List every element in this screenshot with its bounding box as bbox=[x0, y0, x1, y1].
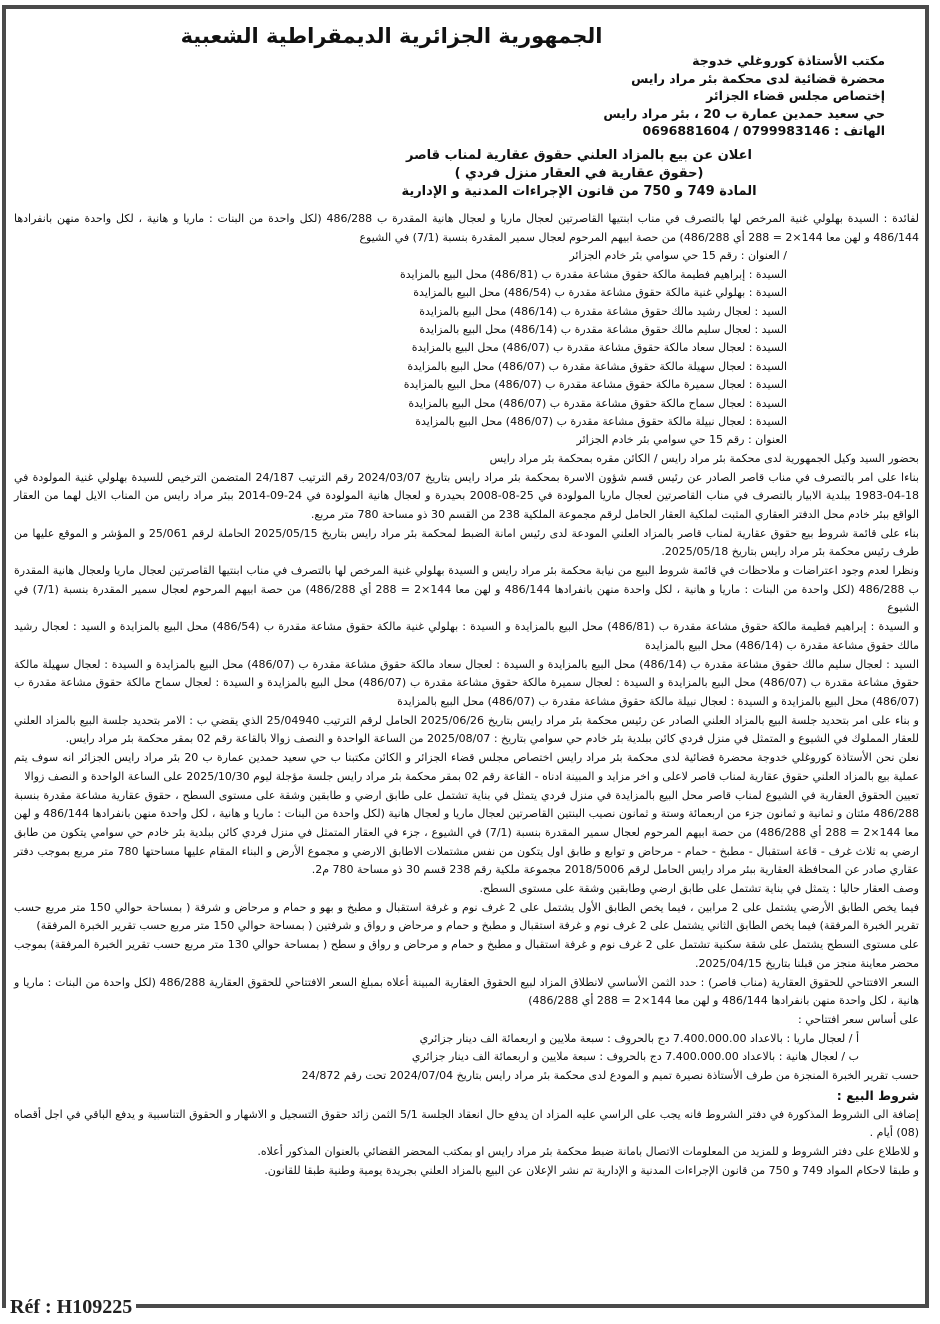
owner-item: السيدة : لعجال سماح مالكة حقوق مشاعة مقدرة ب (486/07) محل البيع بالمزايدة bbox=[408, 396, 787, 410]
prosecutor-paragraph: بحضور السيد وكيل الجمهورية لدى محكمة بئر مراد رايس / الكائن مقره بمحكمة بئر مراد رايس bbox=[489, 451, 919, 465]
owner-item: السيدة : لعجال سميرة مالكة حقوق مشاعة مقدرة ب (486/07) محل البيع بالمزايدة bbox=[403, 378, 787, 392]
owner-item: السيدة : لعجال سهيلة مالكة حقوق مشاعة مقدرة ب (486/07) محل البيع بالمزايدة bbox=[407, 359, 787, 373]
property-description-heading: وصف العقار حاليا : يتمثل في بناية تشتمل على طابق ارضي وطابقين وشقة على مستوى السطح. bbox=[479, 882, 919, 896]
no-objection-paragraph: ونظرا لعدم وجود اعتراضات و ملاحظات في قائمة شروط البيع من نيابة محكمة بئر مراد رايس و السيدة بهلولي غنية المرخص لها بالتصرف في مناب ابنتيها القاصرتين لعجال ماريا ولعجال هانية المقدرة ب 486/288 (لكل واحدة من البنات : ماريا و هانية ، لكل واحدة منهن بانفرادها 486/144 و لهن معا 144×2 = 288 أي 486/288) من حصة ابيهم المرحوم لعجال سمير المقدرة بنسبة (7/1) في الشيوع bbox=[14, 564, 919, 615]
owner-item: السيد : لعجال سليم مالك حقوق مشاعة مقدرة ب (486/14) محل البيع بالمزايدة bbox=[419, 323, 787, 336]
co-owners-paragraph: السيد : لعجال سليم مالك حقوق مشاعة مقدرة ب (486/14) محل البيع بالمزايدة و السيدة : لعجال سعاد مالكة حقوق مشاعة مقدرة ب (486/07) محل البيع بالمزايدة و السيدة : لعجال سهيلة مالكة حقوق مشاعة مقدرة ب (486/07) محل البيع بالمزايدة و السيدة : لعجال سميرة مالكة حقوق مشاعة مقدرة ب (486/07) محل البيع بالمزايدة و السيدة : لعجال سماح مالكة حقوق مشاعة مقدرة ب (486/07) محل البيع بالمزايدة و السيدة : لعجال نبيلة مالكة حقوق مشاعة مقدرة ب (486/07) محل البيع بالمزايدة bbox=[14, 657, 920, 708]
office-phone bbox=[14, 122, 885, 140]
office-jurisdiction: إختصاص مجلس قضاء الجزائر bbox=[706, 88, 885, 104]
address-line: العنوان : رقم 15 حي سوامي بئر خادم الجزائر bbox=[576, 433, 787, 447]
beneficiary-paragraph: لفائدة : السيدة بهلولي غنية المرخص لها بالتصرف في مناب ابنتيها القاصرتين لعجال ماريا و لعجال هانية المقدرة ب 486/288 (لكل واحدة من البنات : ماريا و هانية ، لكل واحدة منهن بانفرادها 486/144 و لهن معا 144×2 = 288 أي 486/288) من حصة ابيهم المرحوم لعجال سمير المقدرة بنسبة (7/1) في الشيوع bbox=[14, 211, 919, 244]
owner-item: السيدة : لعجال نبيلة مالكة حقوق مشاعة مقدرة ب (486/07) محل البيع بالمزايدة bbox=[415, 415, 787, 429]
owner-item: السيدة : بهلولي غنية مالكة حقوق مشاعة مقدرة ب (486/54) محل البيع بالمزايدة bbox=[413, 286, 787, 300]
co-owners-paragraph: و السيدة : إبراهيم فطيمة مالكة حقوق مشاعة مقدرة ب (486/81) محل البيع بالمزايدة و السيدة : بهلولي غنية مالكة حقوق مشاعة مقدرة ب (486/54) محل البيع بالمزايدة و السيد : لعجال رشيد مالك حقوق مشاعة مقدرة ب (486/14) محل البيع بالمزايدة bbox=[14, 620, 919, 652]
opening-price-paragraph: السعر الافتتاحي للحقوق العقارية (مناب قاصر) : حدد الثمن الأساسي لانطلاق المزاد لبيع الحقوق العقارية المبينة أعلاه بمبلغ السعر الافتتاحي للحقوق العقارية 486/288 (لكل واحدة من البنات : ماريا و هانية ، لكل واحدة منهن بانفرادها 486/144 و لهن معا 144×2 = 288 أي 486/288) bbox=[14, 975, 919, 1008]
announcement-paragraph: نعلن نحن الأستاذة كوروغلي خدوجة محضرة قضائية لدى محكمة بئر مراد رايس اختصاص مجلس قضاء الجزائر و الكائن مكتبنا ب حي سعيد حمدين عمارة ب 20 بئر مراد رايس الجزائر انه سوف يتم عملية بيع بالمزاد العلني حقوق عقارية لمناب قاصر لاعلى و اخر مزايد و المبينة ادناه - القاعة رقم 02 بمقر محكمة بئر مراد رايس جلسة مؤجلة ليوم 2025/10/30 على الساعة الواحدة و النصف زوالا bbox=[14, 751, 919, 783]
owner-item: السيد : لعجال رشيد مالك حقوق مشاعة مقدرة ب (486/14) محل البيع بالمزايدة bbox=[419, 304, 787, 318]
phone-label: الهاتف : bbox=[834, 123, 885, 139]
condition-publication: و طبقا لاحكام المواد 749 و 750 من قانون الإجراءات المدنية و الإدارية تم نشر الإعلان عن البيع بالمزاد العلني بجريدة يومية وطنية طبقا للقانون. bbox=[264, 1163, 919, 1177]
price-item-maria: أ / لعجال ماريا : بالاعداد 7.400.000.00 دج بالحروف : سبعة ملايين و اربعمائة الف دينار جزائري bbox=[419, 1031, 859, 1045]
roof-description-paragraph: على مستوى السطح يشتمل على شقة سكنية تشتمل على 2 غرف نوم و غرفة استقبال و مطبخ و حمام و مرحاض و رواق و سطح ( بمساحة حوالي 130 متر مربع حسب تقرير الخبرة المرفقة) بموجب محضر معاينة منجز من قبلنا بتاريخ 2025/04/15. bbox=[14, 938, 919, 970]
reference-number: Réf : H109225 bbox=[6, 1296, 136, 1319]
owner-item: السيدة : لعجال سعاد مالكة حقوق مشاعة مقدرة ب (486/07) محل البيع بالمزايدة bbox=[411, 341, 787, 355]
address-line: / العنوان : رقم 15 حي سوامي بئر خادم الجزائر bbox=[569, 249, 787, 263]
condition-payment: إضافة الى الشروط المذكورة في دفتر الشروط فانه يجب على الراسي عليه المزاد ان يدفع حال انعقاد الجلسة 5/1 الثمن زائد حقوق التسجيل و الاشهار و الحقوق التناسبية و يدفع الباقي في اجل أقصاه (08) أيام . bbox=[14, 1107, 919, 1140]
legal-notice bbox=[14, 20, 919, 1181]
floors-description-paragraph: فيما يخص الطابق الأرضي يشتمل على 2 مرابين ، فيما يخص الطابق الأول يشتمل على 2 غرف نوم و غرفة استقبال و مطبخ و بهو و حمام و مرحاض و شرفة ( بمساحة حوالي 150 متر مربع حسب تقرير الخبرة المرفقة) فيما يخص الطابق الثاني يشتمل على 2 غرف نوم و غرفة استقبال و مطبخ و حمام و مرحاض و رواق و شرفتين ( بمساحة حوالي 150 متر مربع حسب تقرير الخبرة المرفقة) bbox=[14, 900, 919, 933]
owner-item: السيدة : إبراهيم فطيمة مالكة حقوق مشاعة مقدرة ب (486/81) محل البيع بالمزايدة bbox=[400, 267, 787, 281]
notice-body bbox=[14, 210, 919, 1181]
conditions-list-paragraph: بناء على قائمة شروط بيع حقوق عقارية لمناب قاصر بالمزاد العلني المودعة لدى رئيس امانة الضبط لمحكمة بئر مراد رايس بتاريخ 2025/05/15 الحاملة لرقم 25/061 و المؤشر و الموقع عليها من طرف رئيس محكمة بئر مراد رايس بتاريخ 2025/05/18. bbox=[14, 526, 919, 559]
hearing-order-paragraph: و بناء على امر بتحديد جلسة البيع بالمزاد العلني الصادر عن رئيس محكمة بئر مراد رايس بتاريخ 2025/06/26 الحامل لرقم الترتيب 25/04940 الذي يقضي ب : الامر بتحديد جلسة البيع بالمزاد العلني للعقار المملوك في الشيوع و المتمثل في منزل فردي كائن ببلدية بئر خادم حي سوامي بتاريخ : 2025/08/07 من الساعة الواحدة و النصف زوالا بالقاعة رقم 02 بمقر محكمة بئر مراد رايس. bbox=[14, 713, 919, 746]
phone-numbers: 0696881604 / 0799983146 bbox=[642, 123, 830, 139]
price-item-hania: ب / لعجال هانية : بالاعداد 7.400.000.00 دج بالحروف : سبعة ملايين و اربعمائة الف دينار جزائري bbox=[411, 1050, 859, 1064]
opening-price-basis: على أساس سعر افتتاحي : bbox=[798, 1012, 919, 1026]
office-court: محضرة قضائية لدى محكمة بئر مراد رايس bbox=[631, 70, 885, 86]
price-list bbox=[14, 1030, 859, 1067]
office-name: مكتب الأستاذة كوروغلي خدوجة bbox=[692, 53, 885, 68]
expertise-reference: حسب تقرير الخبرة المنجزة من طرف الأستاذة نصيرة تميم و المودع لدى محكمة بئر مراد رايس بتاريخ 2024/07/04 تحت رقم 24/872 bbox=[301, 1069, 919, 1083]
title-line-3: المادة 749 و 750 من قانون الإجراءات المدنية و الإدارية bbox=[401, 183, 757, 199]
title-line-1: اعلان عن بيع بالمزاد العلني حقوق عقارية لمناب قاصر bbox=[406, 147, 752, 163]
office-address: حي سعيد حمدين عمارة ب 20 ، بئر مراد رايس bbox=[603, 105, 885, 121]
court-order-paragraph: بناءا على امر بالتصرف في مناب قاصر الصادر عن رئيس قسم شؤون الاسرة بمحكمة بئر مراد رايس بتاريخ 2024/03/07 رقم الترتيب 24/187 المتضمن الترخيص للسيدة بهلولي غنية المولودة في 18-04-1983 ببلدية الابيار بالتصرف في مناب القاصرتين لعجال ماريا المولودة في 25-08-2008 بحيدرة و لعجال هانية المولودة في 24-09-2014 ببئر مراد رايس من المناب الايل لهما من العقار الواقع ببئر خادم محل الدفتر العقاري المثبت لملكية العقار الحامل لرقم مجموعة الملكية 238 من القسم 30 ذو مساحة 780 متر مربع. bbox=[14, 470, 920, 521]
notice-title bbox=[319, 147, 839, 201]
country-heading: الجمهورية الجزائرية الديمقراطية الشعبية bbox=[180, 24, 603, 48]
owners-list bbox=[14, 247, 787, 449]
condition-contact: و للاطلاع على دفتر الشروط و للمزيد من المعلومات الاتصال بامانة ضبط محكمة بئر مراد رايس او بمكتب المحضر القضائي بالعنوان المذكور أعلاه. bbox=[257, 1145, 919, 1159]
bailiff-office-block bbox=[14, 52, 885, 140]
conditions-heading: شروط البيع : bbox=[836, 1087, 919, 1103]
property-rights-paragraph: تعيين الحقوق العقارية في الشيوع لمناب قاصر محل البيع بالمزايدة في منزل فردي يتمثل في بناية تشتمل على طابق ارضي و طابقين وشقة على مستوى السطح ، حقوق عقارية مشاعة مقدرة بنسبة 486/288 مئتان و ثمانية و ثمانون جزء من اربعمائة وستة و ثمانون نصيب البنتين القاصرتين لعجال ماريا و لعجال هانية (لكل واحدة من البنات : ماريا و هانية ، لكل واحدة منهن بانفرادها 486/144 و لهن معا 144×2 = 288 أي 486/288) من حصة ابيهم المرحوم لعجال سمير المقدرة بنسبة (7/1) في الشيوع ، جزء في العقار المتمثل في منزل فردي كائن ببلدية بئر خادم حي سوامي يتكون من طابق ارضي به ثلاث غرف - قاعة استقبال - مطبخ - حمام - مرحاض و توابع و طابق اول يتكون من نفس مشتملات الاطابق الارضي و مجموع الأرض و البناء المقام عليها مساحتها 780 متر مربع بموجب دفتر عقاري صادر عن المحافظة العقارية ببئر مراد رايس الحامل لرقم 2018/5006 مجموعة ملكية رقم 238 قسم 30 ذو مساحة 780 م2. bbox=[14, 788, 919, 877]
title-line-2: (حقوق عقارية في العقار منزل فردي ) bbox=[454, 165, 704, 181]
